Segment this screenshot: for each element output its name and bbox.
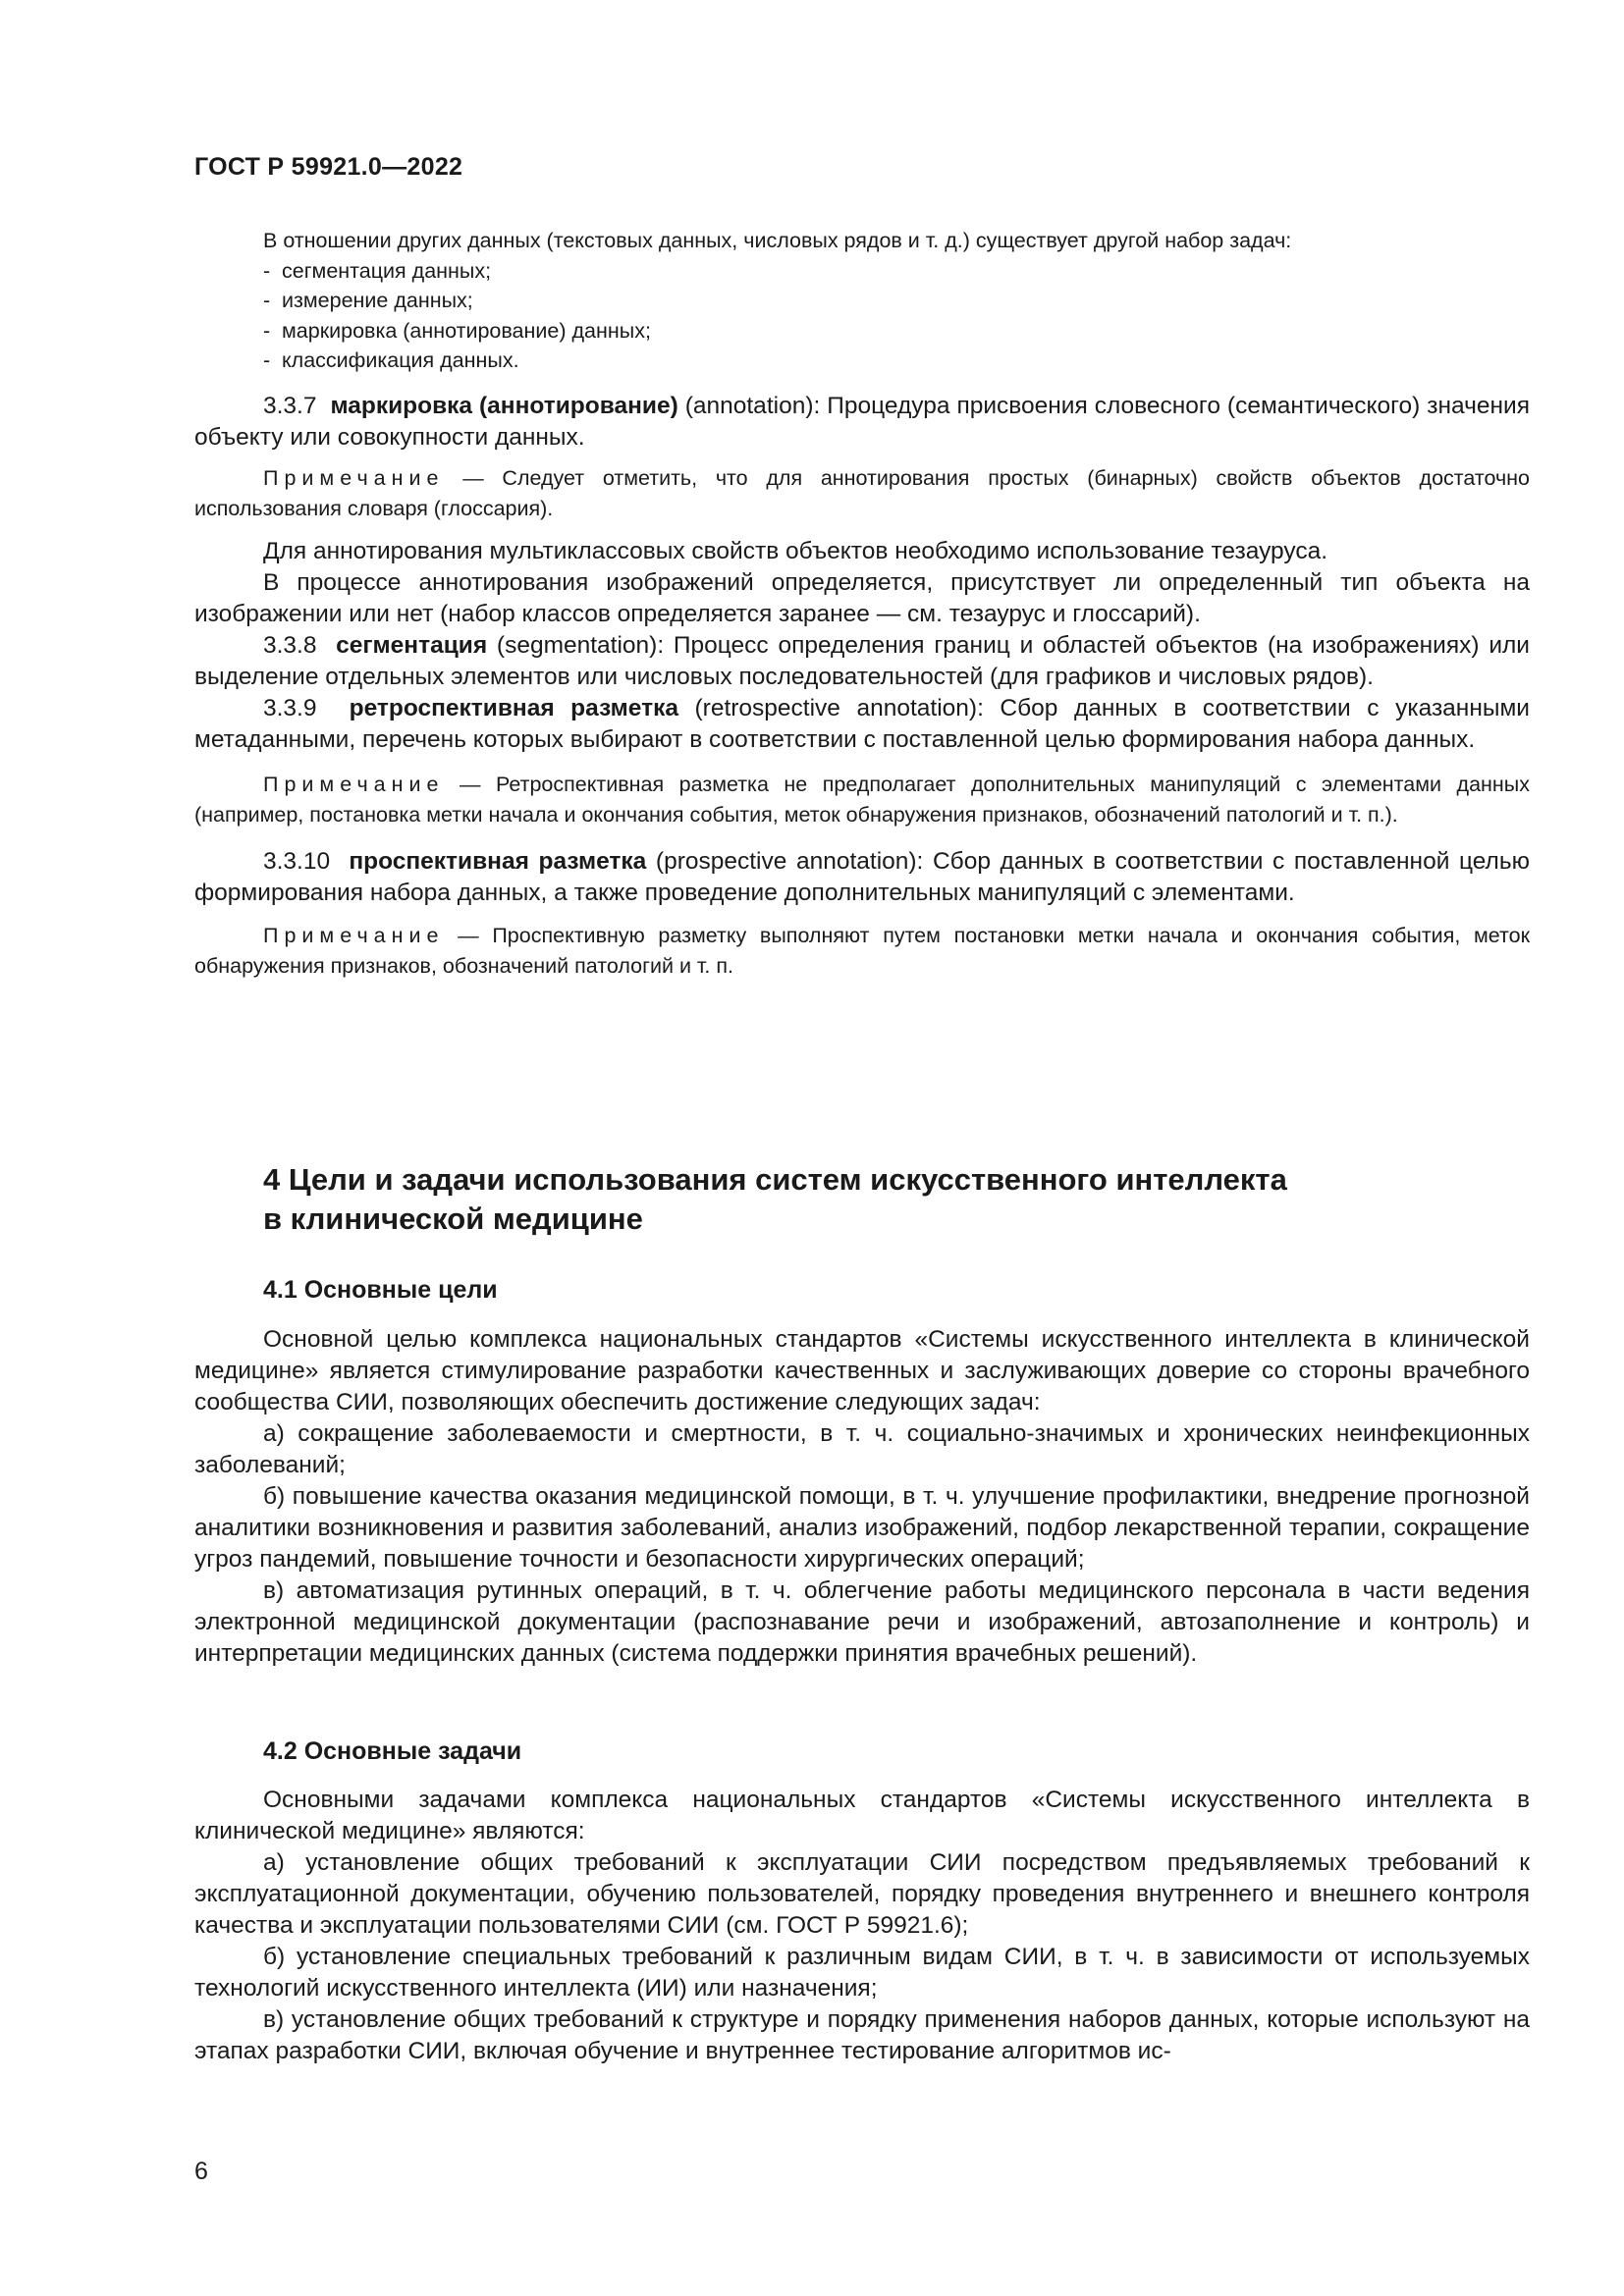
- document-header: ГОСТ Р 59921.0—2022: [194, 153, 463, 181]
- process-paragraph: В процессе аннотирования изображений определяется, присутствует ли определенный тип объекта на изображении или нет (набор классов определяется заранее — см. тезаурус и глоссарий).: [194, 569, 1530, 627]
- section-4-2-intro: Основными задачами комплекса национальных стандартов «Системы искусственного интеллекта в клинической медицине» являются:: [194, 1787, 1530, 1844]
- list-item: - измерение данных;: [263, 289, 473, 312]
- subsection-4-1-title: 4.1 Основные цели: [263, 1276, 498, 1304]
- list-item: - сегментация данных;: [263, 258, 492, 283]
- section-4-1-body: [194, 1324, 1530, 1670]
- note-1: Примечание — Следует отметить, что для аннотирования простых (бинарных) свойств объектов достаточно использования словаря (глоссария).: [194, 466, 1530, 520]
- section-4-1-intro: Основной целью комплекса национальных стандартов «Системы искусственного интеллекта в клинической медицине» является стимулирование разработки качественных и заслуживающих доверие со стороны врачебного сообщества СИИ, позволяющих обеспечить достижение следующих задач:: [194, 1326, 1530, 1415]
- term-title: ретроспективная разметка: [349, 695, 678, 721]
- thesaurus-paragraph: Для аннотирования мультиклассовых свойств объектов необходимо использование тезауруса.: [263, 538, 1328, 564]
- term-3-3-7: 3.3.7 маркировка (аннотирование) (annotation): Процедура присвоения словесного (семантического) значения объекту или совокупности данных.: [194, 393, 1530, 451]
- page-number: 6: [194, 2158, 208, 2185]
- list-item: в) автоматизация рутинных операций, в т. ч. облегчение работы медицинского персонала в части ведения электронной медицинской документации (распознавание речи и изображений, автозаполнение и контроль) и интерпретации медицинских данных (система поддержки принятия врачебных решений).: [194, 1577, 1530, 1667]
- intro-block: [263, 226, 1530, 376]
- list-item: в) установление общих требований к структуре и порядку применения наборов данных, которые используют на этапах разработки СИИ, включая обучение и внутреннее тестирование алгоритмов ис-: [194, 2006, 1530, 2064]
- list-item: б) установление специальных требований к различным видам СИИ, в т. ч. в зависимости от используемых технологий искусственного интеллекта (ИИ) или назначения;: [194, 1944, 1530, 2002]
- note-label: Примечание: [263, 924, 445, 947]
- term-3-3-8: 3.3.8 сегментация (segmentation): Процесс определения границ и областей объектов (на изображениях) или выделение отдельных элементов или числовых последовательностей (для графиков и числовых рядов).: [194, 632, 1530, 690]
- term-title: сегментация: [336, 632, 488, 659]
- note-label: Примечание: [263, 773, 445, 796]
- note-label: Примечание: [263, 466, 445, 490]
- term-title: маркировка (аннотирование): [330, 393, 678, 419]
- subsection-4-2-title: 4.2 Основные задачи: [263, 1737, 522, 1765]
- list-item: а) установление общих требований к эксплуатации СИИ посредством предъявляемых требований к эксплуатационной документации, обучению пользователей, порядку проведения внутреннего и внешнего контроля качества и эксплуатации пользователями СИИ (см. ГОСТ Р 59921.6);: [194, 1849, 1530, 1939]
- intro-text: В отношении других данных (текстовых данных, числовых рядов и т. д.) существует другой набор задач:: [263, 229, 1292, 252]
- definitions-block: [194, 391, 1530, 982]
- note-3: Примечание — Проспективную разметку выполняют путем постановки метки начала и окончания события, меток обнаружения признаков, обозначений патологий и т. п.: [194, 924, 1530, 978]
- term-3-3-10: 3.3.10 проспективная разметка (prospective annotation): Сбор данных в соответствии с поставленной целью формирования набора данных, а также проведение дополнительных манипуляций с элементами.: [194, 848, 1530, 906]
- term-3-3-9: 3.3.9 ретроспективная разметка (retrospective annotation): Сбор данных в соответствии с указанными метаданными, перечень которых выбирают в соответствии с поставленной целью формирования набора данных.: [194, 695, 1530, 753]
- intro-list: [263, 256, 1530, 376]
- list-item: б) повышение качества оказания медицинской помощи, в т. ч. улучшение профилактики, внедрение прогнозной аналитики возникновения и развития заболеваний, анализ изображений, подбор лекарственной терапии, сокращение угроз пандемий, повышение точности и безопасности хирургических операций;: [194, 1483, 1530, 1573]
- section-4-2-body: [194, 1785, 1530, 2067]
- term-title: проспективная разметка: [349, 848, 647, 875]
- list-item: а) сокращение заболеваемости и смертности, в т. ч. социально-значимых и хронических неинфекционных заболеваний;: [194, 1420, 1530, 1478]
- section-4-title: 4 Цели и задачи использования систем искусственного интеллекта в клинической медицине: [263, 1162, 1287, 1236]
- note-2: Примечание — Ретроспективная разметка не предполагает дополнительных манипуляций с элементами данных (например, постановка метки начала и окончания события, меток обнаружения признаков, обозначений патологий и т. п.).: [194, 773, 1530, 827]
- list-item: - классификация данных.: [263, 348, 519, 372]
- list-item: - маркировка (аннотирование) данных;: [263, 318, 651, 343]
